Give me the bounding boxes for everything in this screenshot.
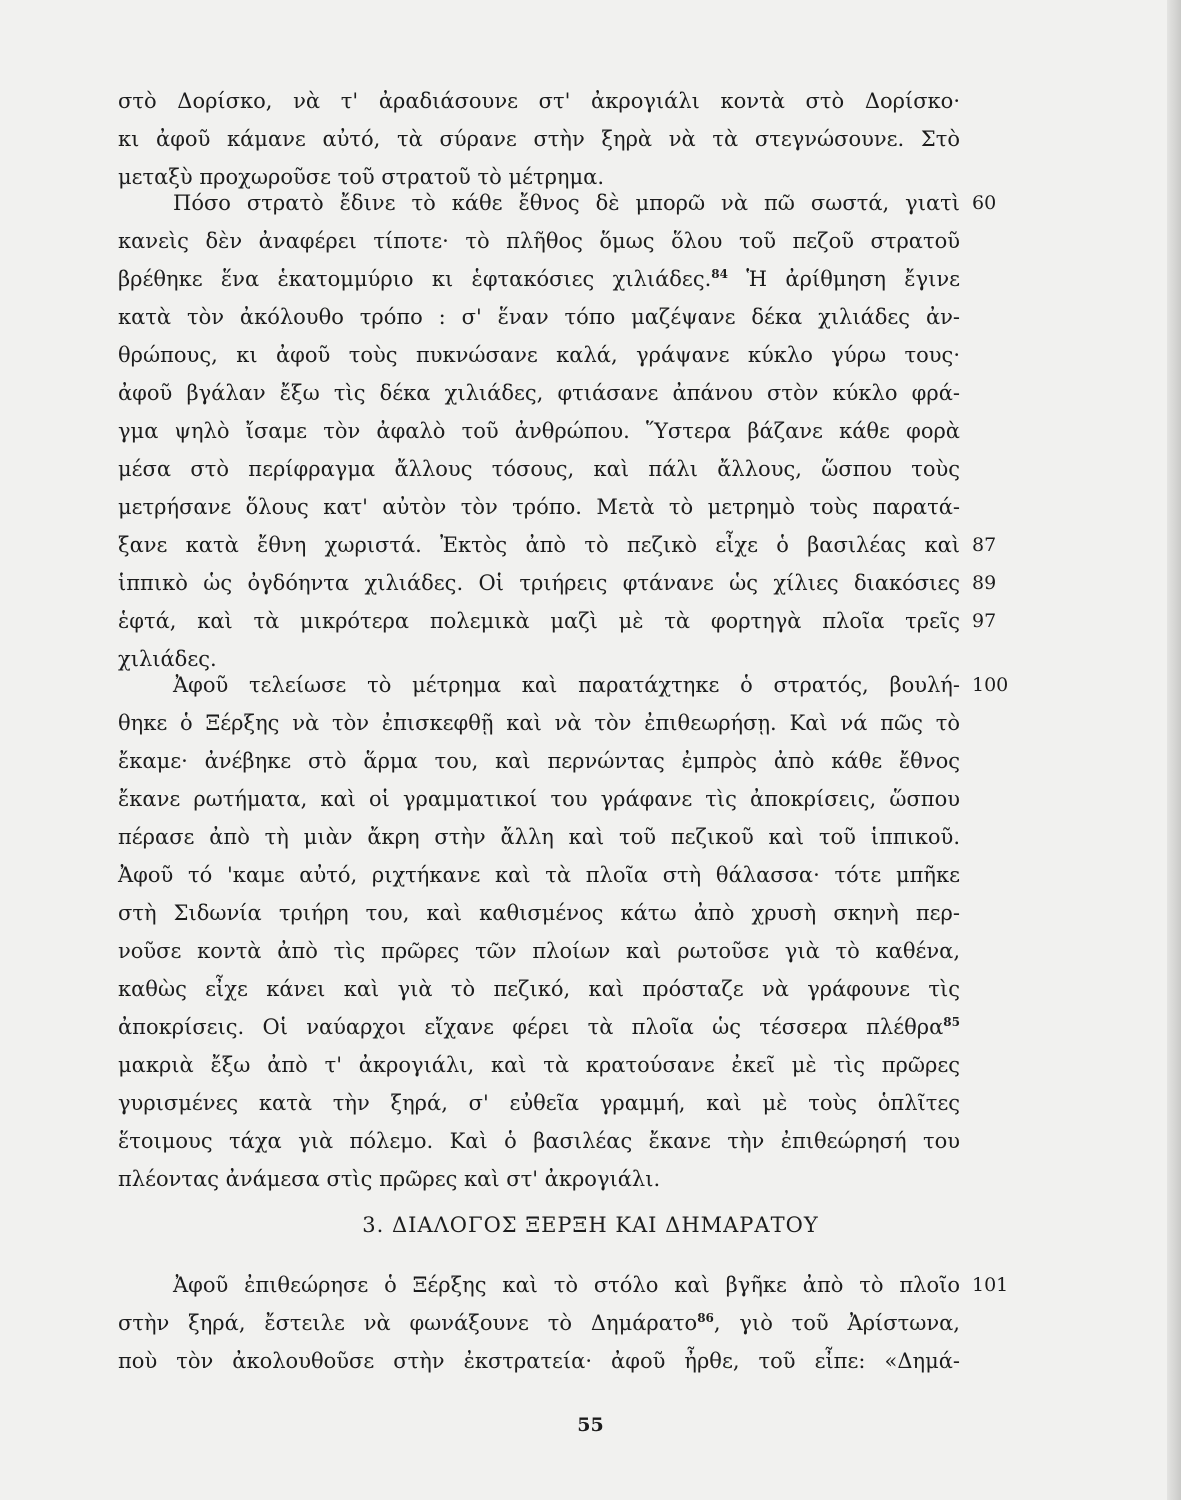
- text-line: πέρασε ἀπὸ τὴ μιὰν ἄκρη στὴν ἄλλη καὶ τοῦ πεζικοῦ καὶ τοῦ ἱππικοῦ.: [118, 825, 960, 849]
- text-line: γυρισμένες κατὰ τὴν ξηρά, σ' εὐθεῖα γραμμή, καὶ μὲ τοὺς ὁπλῖτες: [118, 1091, 960, 1115]
- text-line: μέσα στὸ περίφραγμα ἄλλους τόσους, καὶ πάλι ἄλλους, ὥσπου τοὺς: [118, 457, 960, 481]
- text-line: Πόσο στρατὸ ἔδινε τὸ κάθε ἔθνος δὲ μπορῶ νὰ πῶ σωστά, γιατὶ: [173, 191, 960, 215]
- text-line: κανεὶς δὲν ἀναφέρει τίποτε· τὸ πλῆθος ὅμως ὅλου τοῦ πεζοῦ στρατοῦ: [118, 229, 960, 253]
- text-line: ξανε κατὰ ἔθνη χωριστά. Ἐκτὸς ἀπὸ τὸ πεζικὸ εἶχε ὁ βασιλέας καὶ: [118, 533, 960, 557]
- footnote-marker: 86: [697, 1311, 714, 1325]
- text-line: πλέοντας ἀνάμεσα στὶς πρῶρες καὶ στ' ἀκρογιάλι.: [118, 1167, 661, 1191]
- text-line: [118, 260, 960, 298]
- margin-reference-number: 87: [972, 534, 997, 556]
- text-line: καθὼς εἶχε κάνει καὶ γιὰ τὸ πεζικό, καὶ πρόσταζε νὰ γράφουνε τὶς: [118, 977, 960, 1001]
- margin-reference-number: 60: [972, 192, 997, 214]
- text-line: μακριὰ ἔξω ἀπὸ τ' ἀκρογιάλι, καὶ τὰ κρατούσανε ἐκεῖ μὲ τὶς πρῶρες: [118, 1053, 960, 1077]
- text-line: ἔκαμε· ἀνέβηκε στὸ ἅρμα του, καὶ περνώντας ἐμπρὸς ἀπὸ κάθε ἔθνος: [118, 749, 960, 773]
- text-line: στὸ Δορίσκο, νὰ τ' ἀραδιάσουνε στ' ἀκρογιάλι κοντὰ στὸ Δορίσκο·: [118, 89, 960, 113]
- text-line: θηκε ὁ Ξέρξης νὰ τὸν ἐπισκεφθῇ καὶ νὰ τὸν ἐπιθεωρήσῃ. Καὶ νά πῶς τὸ: [118, 711, 960, 735]
- text-line: ἀφοῦ βγάλαν ἔξω τὶς δέκα χιλιάδες, φτιάσανε ἀπάνου στὸν κύκλο φρά-: [118, 381, 960, 405]
- text-line: ἔκανε ρωτήματα, καὶ οἱ γραμματικοί του γράφανε τὶς ἀποκρίσεις, ὥσπου: [118, 787, 960, 811]
- margin-reference-number: 97: [972, 610, 997, 632]
- footnote-marker: 85: [943, 1015, 960, 1029]
- text-line: κι ἀφοῦ κάμανε αὐτό, τὰ σύρανε στὴν ξηρὰ νὰ τὰ στεγνώσουνε. Στὸ: [118, 127, 960, 151]
- text-segment: στὴν ξηρά, ἔστειλε νὰ φωνάξουνε τὸ Δημάρατο: [118, 1311, 698, 1335]
- text-line: κατὰ τὸν ἀκόλουθο τρόπο : σ' ἕναν τόπο μαζέψανε δέκα χιλιάδες ἀν-: [118, 305, 960, 329]
- text-line: γμα ψηλὸ ἴσαμε τὸν ἀφαλὸ τοῦ ἀνθρώπου. Ὕστερα βάζανε κάθε φορὰ: [118, 419, 960, 443]
- text-line: στὴ Σιδωνία τριήρη του, καὶ καθισμένος κάτω ἀπὸ χρυσὴ σκηνὴ περ-: [118, 901, 960, 925]
- page-edge-shadow: [1167, 0, 1181, 1500]
- margin-reference-number: 101: [972, 1274, 1009, 1296]
- page-number: 55: [577, 1414, 604, 1436]
- margin-reference-number: 100: [972, 674, 1009, 696]
- text-line: μεταξὺ προχωροῦσε τοῦ στρατοῦ τὸ μέτρημα.: [118, 165, 605, 189]
- text-segment: ἀποκρίσεις. Οἱ ναύαρχοι εἴχανε φέρει τὰ πλοῖα ὡς τέσσερα πλέθρα: [118, 1015, 944, 1039]
- section-heading: 3. ΔΙΑΛΟΓΟΣ ΞΕΡΞΗ ΚΑΙ ΔΗΜΑΡΑΤΟΥ: [362, 1213, 819, 1237]
- text-segment: βρέθηκε ἕνα ἑκατομμύριο κι ἑφτακόσιες χιλιάδες.: [118, 267, 712, 291]
- text-line: Ἀφοῦ τό 'καμε αὐτό, ριχτήκανε καὶ τὰ πλοῖα στὴ θάλασσα· τότε μπῆκε: [118, 863, 960, 887]
- margin-reference-number: 89: [972, 572, 997, 594]
- text-line: Ἀφοῦ τελείωσε τὸ μέτρημα καὶ παρατάχτηκε ὁ στρατός, βουλή-: [173, 673, 960, 697]
- text-line: Ἀφοῦ ἐπιθεώρησε ὁ Ξέρξης καὶ τὸ στόλο καὶ βγῆκε ἀπὸ τὸ πλοῖο: [173, 1273, 960, 1297]
- text-line: μετρήσανε ὅλους κατ' αὐτὸν τὸν τρόπο. Μετὰ τὸ μετρημὸ τοὺς παρατά-: [118, 495, 960, 519]
- text-line: [118, 1008, 960, 1046]
- text-line: ποὺ τὸν ἀκολουθοῦσε στὴν ἐκστρατεία· ἀφοῦ ἦρθε, τοῦ εἶπε: «Δημά-: [118, 1349, 960, 1373]
- text-line: ἑφτά, καὶ τὰ μικρότερα πολεμικὰ μαζὶ μὲ τὰ φορτηγὰ πλοῖα τρεῖς: [118, 609, 960, 633]
- text-line: ἱππικὸ ὡς ὀγδόηντα χιλιάδες. Οἱ τριήρεις φτάνανε ὡς χίλιες διακόσιες: [118, 571, 960, 595]
- text-line: νοῦσε κοντὰ ἀπὸ τὶς πρῶρες τῶν πλοίων καὶ ρωτοῦσε γιὰ τὸ καθένα,: [118, 939, 960, 963]
- text-line: ἕτοιμους τάχα γιὰ πόλεμο. Καὶ ὁ βασιλέας ἔκανε τὴν ἐπιθεώρησή του: [118, 1129, 960, 1153]
- text-line: [118, 1304, 960, 1342]
- footnote-marker: 84: [711, 267, 728, 281]
- text-segment: Ἡ ἀρίθμηση ἔγινε: [727, 267, 960, 291]
- text-line: χιλιάδες.: [118, 647, 217, 671]
- text-line: θρώπους, κι ἀφοῦ τοὺς πυκνώσανε καλά, γράψανε κύκλο γύρω τους·: [118, 343, 960, 367]
- text-segment: , γιὸ τοῦ Ἀρίστωνα,: [713, 1311, 960, 1335]
